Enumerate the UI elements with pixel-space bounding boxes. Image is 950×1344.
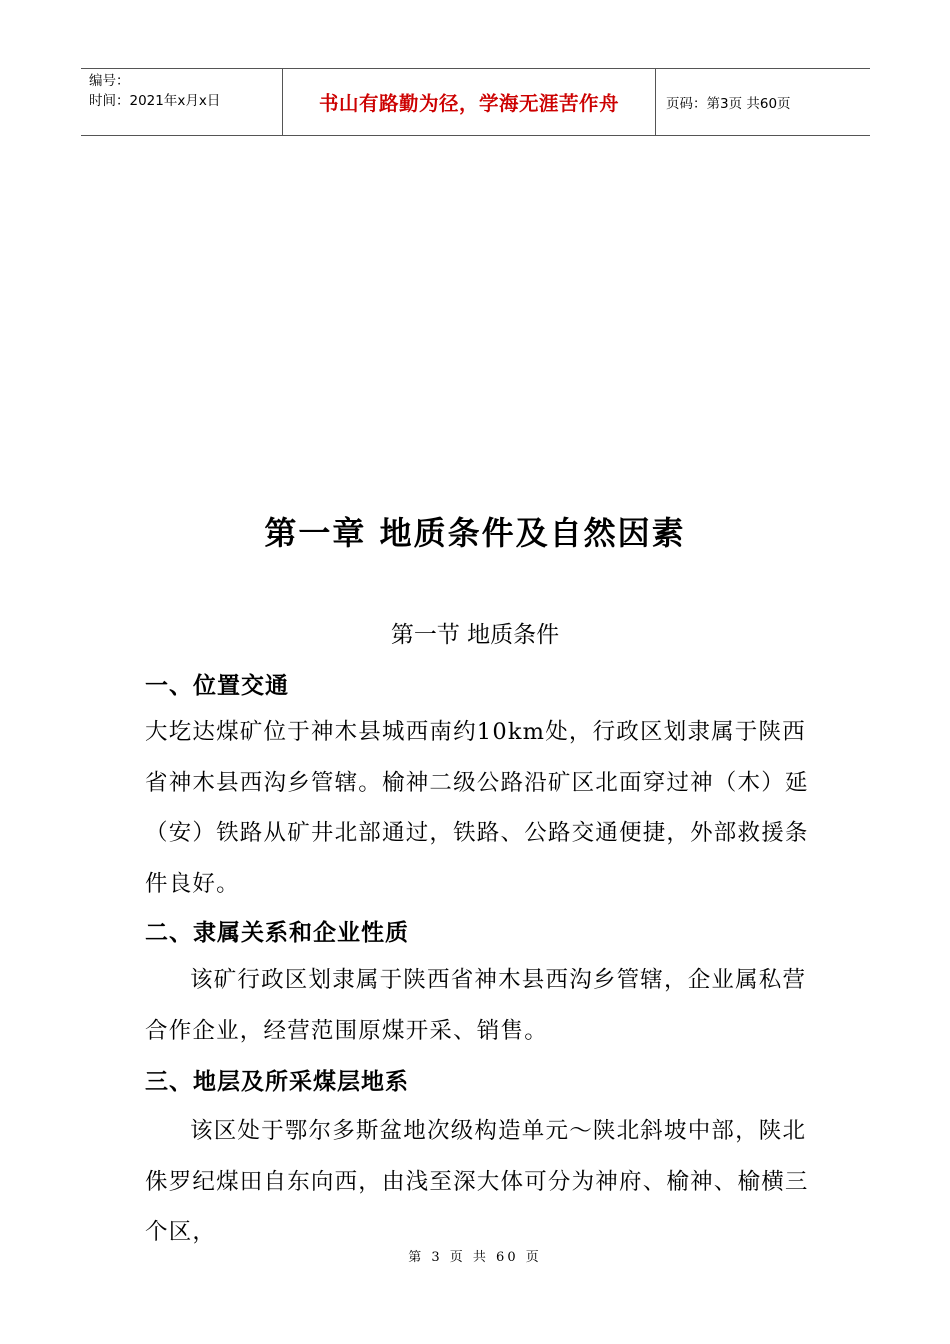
paragraph-text: 大圪达煤矿位于神木县城西南约10km处，行政区划隶属于陕西省神木县西沟乡管辖。榆神二级公路沿矿区北面穿过神（木）延（安）铁路从矿井北部通过，铁路、公路交通便捷，外部救援条件良好。 [145, 719, 809, 897]
page-footer: 第 3 页 共 60 页 [408, 1250, 542, 1265]
chapter-title: 第一章 地质条件及自然因素 [264, 514, 686, 552]
paragraph-strata [145, 1106, 815, 1258]
paragraph-affiliation [145, 955, 815, 1056]
paragraph-text: 该矿行政区划隶属于陕西省神木县西沟乡管辖，企业属私营合作企业，经营范围原煤开采、销售。 [145, 967, 807, 1044]
heading-strata: 三、地层及所采煤层地系 [145, 1069, 409, 1095]
page-header [81, 68, 870, 136]
paragraph-text: 该区处于鄂尔多斯盆地次级构造单元～陕北斜坡中部，陕北侏罗纪煤田自东向西，由浅至深大体可分为神府、榆神、榆横三个区， [145, 1118, 809, 1245]
heading-location-traffic: 一、位置交通 [145, 673, 289, 699]
section-title: 第一节 地质条件 [390, 622, 560, 648]
header-page-info: 页码：第3页 共60页 [666, 96, 791, 112]
heading-affiliation: 二、隶属关系和企业性质 [145, 920, 409, 946]
header-motto: 书山有路勤为径，学海无涯苦作舟 [282, 69, 656, 135]
document-number-label: 编号： [89, 73, 130, 89]
document-date-label: 时间：2021年x月x日 [89, 93, 221, 109]
header-meta [81, 69, 282, 135]
paragraph-location-traffic [145, 707, 815, 909]
